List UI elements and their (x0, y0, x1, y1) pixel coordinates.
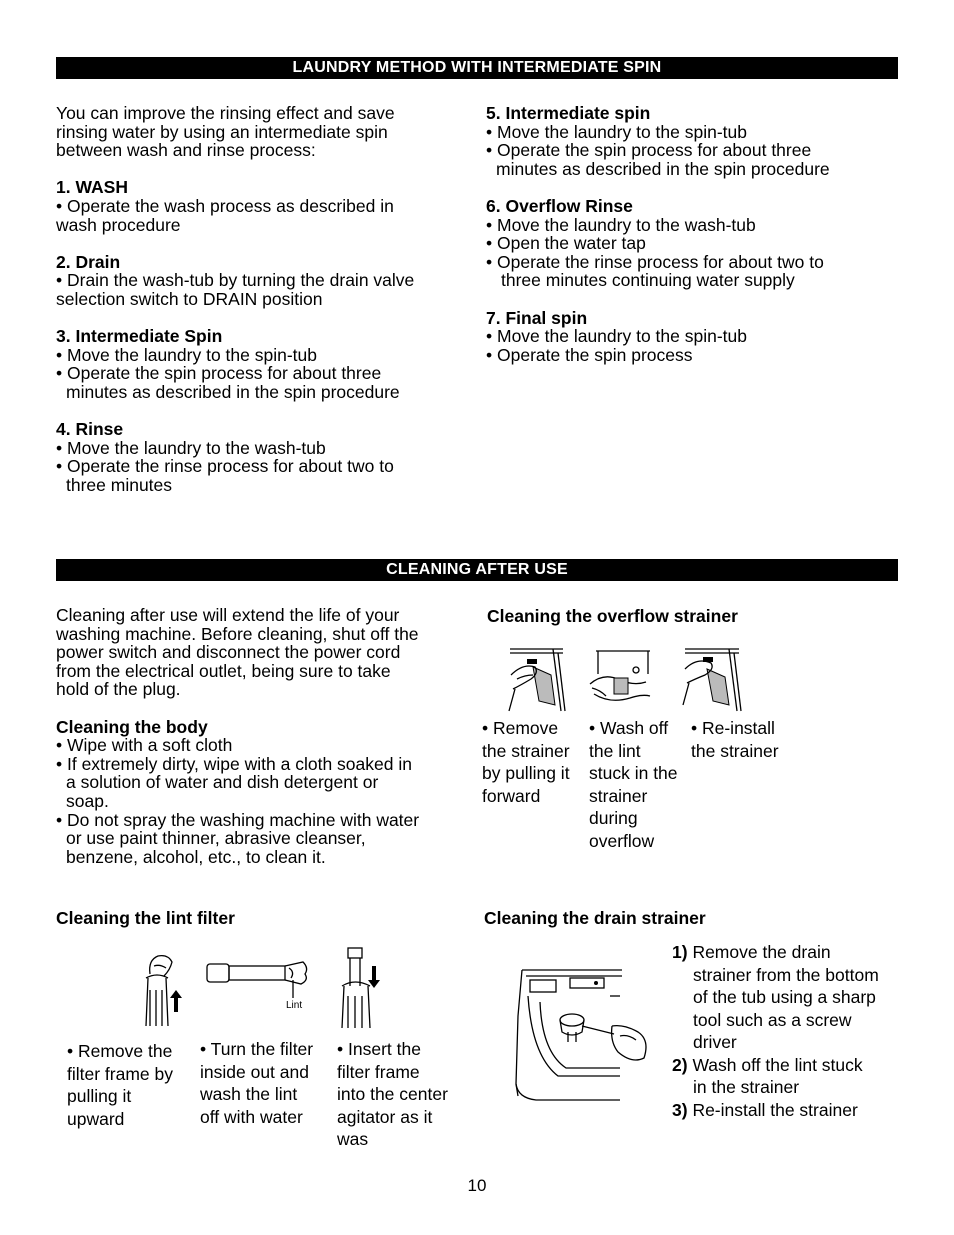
step-line: Wash off the lint stuck (692, 1054, 863, 1075)
caption-line: • Re-install (691, 718, 775, 738)
step-line: in the strainer (693, 1077, 800, 1097)
body-line: • Wipe with a soft cloth (56, 735, 233, 756)
body-line: soap. (66, 790, 109, 811)
step-line: • Move the laundry to the wash-tub (486, 214, 756, 235)
lint-caption-turn (200, 1038, 313, 1128)
reinstall-strainer-illustration (681, 645, 745, 713)
step-heading: 7. Final spin (486, 307, 588, 328)
remove-filter-illustration (140, 950, 186, 1030)
intro-line: You can improve the rinsing effect and save (56, 103, 395, 123)
caption-line: pulling it (67, 1086, 132, 1106)
lint-caption-remove (67, 1040, 173, 1130)
step-heading: 5. Intermediate spin (486, 103, 651, 123)
overflow-caption-remove (482, 717, 570, 807)
intro-line: rinsing water by using an intermediate spin (56, 121, 388, 142)
drain-steps (672, 941, 879, 1121)
step-line: minutes as described in the spin procedure (496, 158, 830, 179)
caption-line: off with water (200, 1106, 303, 1127)
body-line: benzene, alcohol, etc., to clean it. (66, 846, 326, 867)
step-heading: 1. WASH (56, 177, 128, 198)
step-number: 2) (672, 1054, 688, 1075)
lint-label: Lint (286, 1000, 303, 1011)
step-line: • Drain the wash-tub by turning the drain valve (56, 270, 415, 291)
step-heading: 6. Overflow Rinse (486, 195, 633, 216)
cleaning-left-column (56, 606, 466, 866)
drain-strainer-illustration (512, 966, 654, 1106)
caption-line: overflow (589, 830, 655, 851)
step-line: three minutes (66, 474, 173, 495)
step-heading: 2. Drain (56, 251, 121, 272)
step-line: strainer from the bottom (693, 964, 879, 985)
step-line: tool such as a screw (693, 1009, 852, 1030)
caption-line: the strainer (691, 740, 779, 761)
insert-filter-illustration (340, 946, 386, 1032)
caption-line: filter frame (337, 1061, 420, 1082)
caption-line: upward (67, 1108, 125, 1129)
intro-line: washing machine. Before cleaning, shut off the (56, 623, 419, 644)
intro-line: from the electrical outlet, being sure to take (56, 660, 391, 681)
intro-line: hold of the plug. (56, 679, 181, 700)
caption-line: the lint (589, 740, 641, 761)
step-heading: 3. Intermediate Spin (56, 326, 223, 347)
body-line: • Do not spray the washing machine with water (56, 809, 420, 830)
drain-strainer-heading: Cleaning the drain strainer (484, 908, 706, 928)
body-line: a solution of water and dish detergent or (66, 772, 379, 793)
caption-line: filter frame by (67, 1063, 173, 1084)
step-line: • Operate the rinse process for about two to (56, 456, 394, 477)
wash-strainer-illustration (588, 648, 654, 708)
body-line: • If extremely dirty, wipe with a cloth soaked in (56, 753, 412, 774)
step-line: • Operate the spin process for about three (486, 140, 812, 161)
body-line: or use paint thinner, abrasive cleanser, (66, 828, 366, 849)
step-line: of the tub using a sharp (693, 987, 876, 1007)
caption-line: wash the lint (200, 1084, 298, 1104)
caption-line: forward (482, 785, 541, 806)
caption-line: during (589, 808, 638, 828)
caption-line: • Turn the filter (200, 1039, 314, 1059)
caption-line: by pulling it (482, 763, 570, 783)
drain-step (672, 1054, 879, 1077)
remove-strainer-illustration (505, 645, 567, 713)
step-line: • Move the laundry to the spin-tub (486, 121, 747, 142)
drain-step (672, 1099, 879, 1122)
step-line: selection switch to DRAIN position (56, 288, 323, 309)
step-line: driver (693, 1032, 737, 1052)
caption-line: was (337, 1129, 369, 1149)
intro-line: Cleaning after use will extend the life of your (56, 605, 400, 625)
step-line: • Operate the spin process for about three (56, 363, 382, 384)
step-line: minutes as described in the spin procedure (66, 381, 400, 402)
caption-line: strainer (589, 785, 648, 806)
overflow-caption-wash (589, 717, 678, 852)
lint-caption-insert (337, 1038, 448, 1151)
step-line: wash procedure (56, 214, 181, 235)
caption-line: inside out and (200, 1061, 309, 1082)
caption-line: • Wash off (589, 718, 669, 738)
overflow-strainer-heading: Cleaning the overflow strainer (487, 606, 738, 626)
caption-line: agitator as it (337, 1106, 433, 1127)
page-number: 10 (467, 1176, 487, 1195)
laundry-right-column (486, 104, 898, 364)
caption-line: stuck in the (589, 763, 678, 783)
step-line: • Operate the spin process (486, 344, 693, 365)
laundry-left-column (56, 104, 466, 494)
overflow-caption-reinstall (691, 717, 779, 762)
step-number: 1) (672, 942, 688, 962)
step-line: • Open the water tap (486, 233, 646, 254)
section-title-cleaning: CLEANING AFTER USE (56, 559, 898, 581)
step-line: three minutes continuing water supply (501, 270, 795, 291)
step-number: 3) (672, 1099, 688, 1120)
cleaning-body-heading: Cleaning the body (56, 716, 208, 737)
step-heading: 4. Rinse (56, 419, 124, 440)
step-line: • Operate the wash process as described in (56, 195, 394, 216)
intro-line: between wash and rinse process: (56, 140, 316, 161)
caption-line: the strainer (482, 740, 570, 761)
intro-line: power switch and disconnect the power cord (56, 642, 401, 663)
caption-line: into the center (337, 1084, 448, 1104)
drain-step (672, 941, 879, 964)
step-line: • Move the laundry to the spin-tub (56, 344, 317, 365)
caption-line: • Insert the (337, 1039, 421, 1059)
step-line: Remove the drain (692, 942, 831, 962)
step-line: • Operate the rinse process for about two to (486, 251, 824, 272)
lint-filter-heading: Cleaning the lint filter (56, 908, 235, 928)
section-title-laundry-method: LAUNDRY METHOD WITH INTERMEDIATE SPIN (56, 57, 898, 79)
caption-line: • Remove (482, 718, 559, 738)
step-line: • Move the laundry to the wash-tub (56, 437, 326, 458)
step-line: • Move the laundry to the spin-tub (486, 326, 747, 347)
caption-line: • Remove the (67, 1041, 173, 1061)
step-line: Re-install the strainer (692, 1099, 858, 1120)
